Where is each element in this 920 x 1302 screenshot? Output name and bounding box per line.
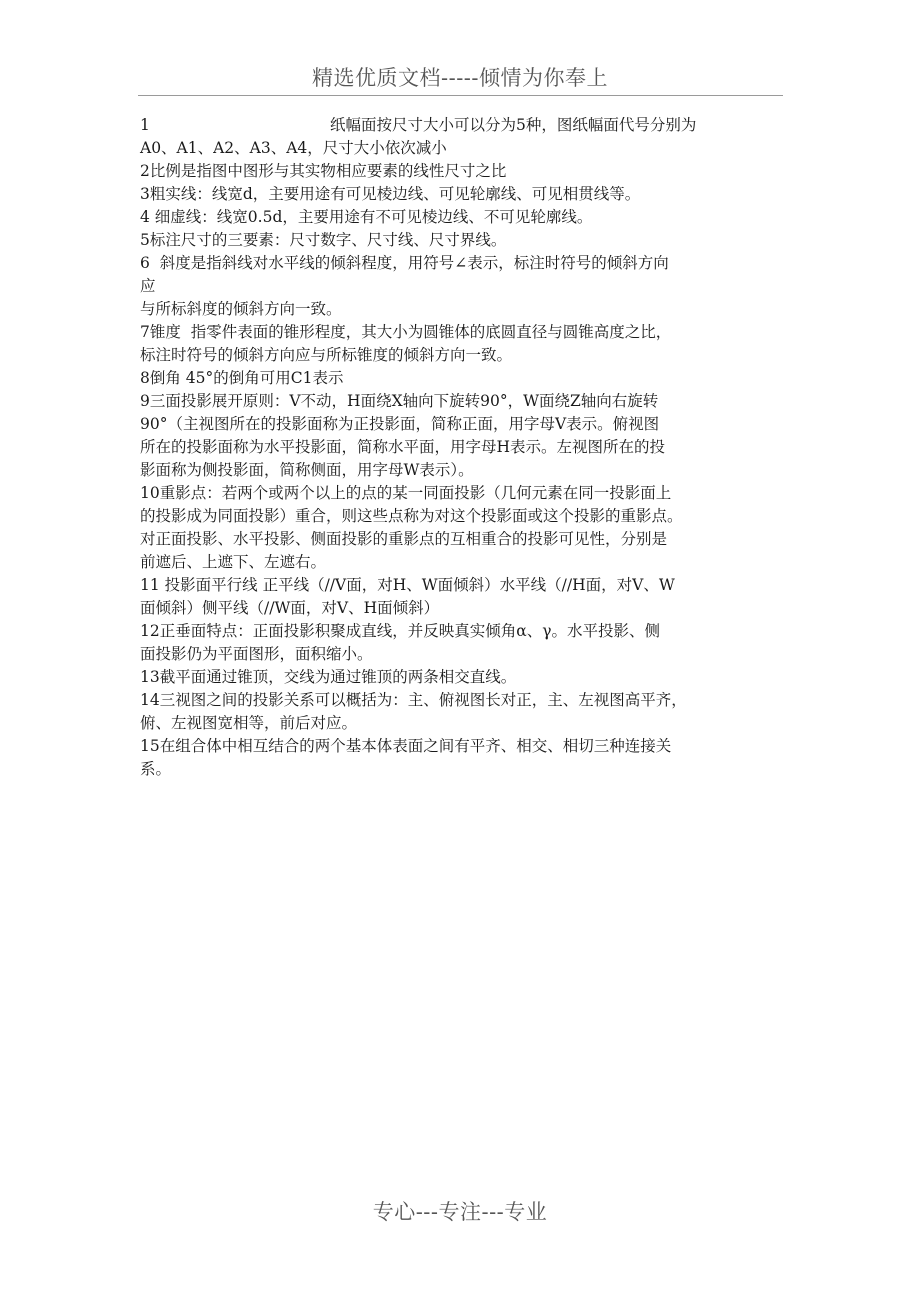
text-line: 14三视图之间的投影关系可以概括为：主、俯视图长对正，主、左视图高平齐， — [140, 691, 687, 709]
text-line: 4 细虚线：线宽0.5d，主要用途有不可见棱边线、不可见轮廓线。 — [140, 208, 593, 226]
item-text: 纸幅面按尺寸大小可以分为5种，图纸幅面代号分别为 — [330, 116, 697, 134]
page-footer: 专心---专注---专业 — [372, 1200, 548, 1224]
text-line: 12正垂面特点：正面投影积聚成直线，并反映真实倾角α、γ。水平投影、侧 — [140, 622, 660, 640]
text-line: 面投影仍为平面图形，面积缩小。 — [140, 645, 373, 663]
text-line: 10重影点：若两个或两个以上的点的某一同面投影（几何元素在同一投影面上 — [140, 484, 672, 502]
text-line: 2比例是指图中图形与其实物相应要素的线性尺寸之比 — [140, 162, 507, 180]
body-lines — [140, 137, 790, 781]
header-divider — [138, 95, 783, 96]
page-header: 精选优质文档-----倾情为你奉上 — [312, 66, 608, 90]
text-line: 5标注尺寸的三要素：尺寸数字、尺寸线、尺寸界线。 — [140, 231, 507, 249]
text-line: 15在组合体中相互结合的两个基本体表面之间有平齐、相交、相切三种连接关 — [140, 737, 672, 755]
text-line: 3粗实线：线宽d，主要用途有可见棱边线、可见轮廓线、可见相贯线等。 — [140, 185, 641, 203]
text-line: 13截平面通过锥顶，交线为通过锥顶的两条相交直线。 — [140, 668, 517, 686]
text-line: 影面称为侧投影面，简称侧面，用字母W表示）。 — [140, 461, 474, 479]
text-line: 与所标斜度的倾斜方向一致。 — [140, 300, 342, 318]
text-line: 8倒角 45°的倒角可用C1表示 — [140, 369, 344, 387]
text-line: 对正面投影、水平投影、侧面投影的重影点的互相重合的投影可见性，分别是 — [140, 530, 668, 548]
text-line: 应 — [140, 277, 156, 295]
text-line: 7锥度 指零件表面的锥形程度，其大小为圆锥体的底圆直径与圆锥高度之比， — [140, 323, 672, 341]
text-line: 前遮后、上遮下、左遮右。 — [140, 553, 327, 571]
item-number: 1 — [140, 116, 150, 134]
text-line: 90°（主视图所在的投影面称为正投影面，简称正面，用字母V表示。俯视图 — [140, 415, 660, 433]
text-line: 的投影成为同面投影）重合，则这些点称为对这个投影面或这个投影的重影点。 — [140, 507, 683, 525]
text-line: A0、A1、A2、A3、A4，尺寸大小依次减小 — [140, 139, 447, 157]
list-item-1 — [140, 114, 790, 137]
text-line: 6 斜度是指斜线对水平线的倾斜程度，用符号∠表示，标注时符号的倾斜方向 — [140, 254, 669, 272]
text-line: 俯、左视图宽相等，前后对应。 — [140, 714, 358, 732]
text-line: 面倾斜）侧平线（//W面，对V、H面倾斜） — [140, 599, 440, 617]
text-line: 所在的投影面称为水平投影面，简称水平面，用字母H表示。左视图所在的投 — [140, 438, 666, 456]
text-line: 11 投影面平行线 正平线（//V面，对H、W面倾斜）水平线（//H面，对V、W — [140, 576, 675, 594]
text-line: 系。 — [140, 760, 172, 778]
document-body — [140, 114, 790, 781]
text-line: 标注时符号的倾斜方向应与所标锥度的倾斜方向一致。 — [140, 346, 513, 364]
text-line: 9三面投影展开原则：V不动，H面绕X轴向下旋转90°，W面绕Z轴向右旋转 — [140, 392, 659, 410]
